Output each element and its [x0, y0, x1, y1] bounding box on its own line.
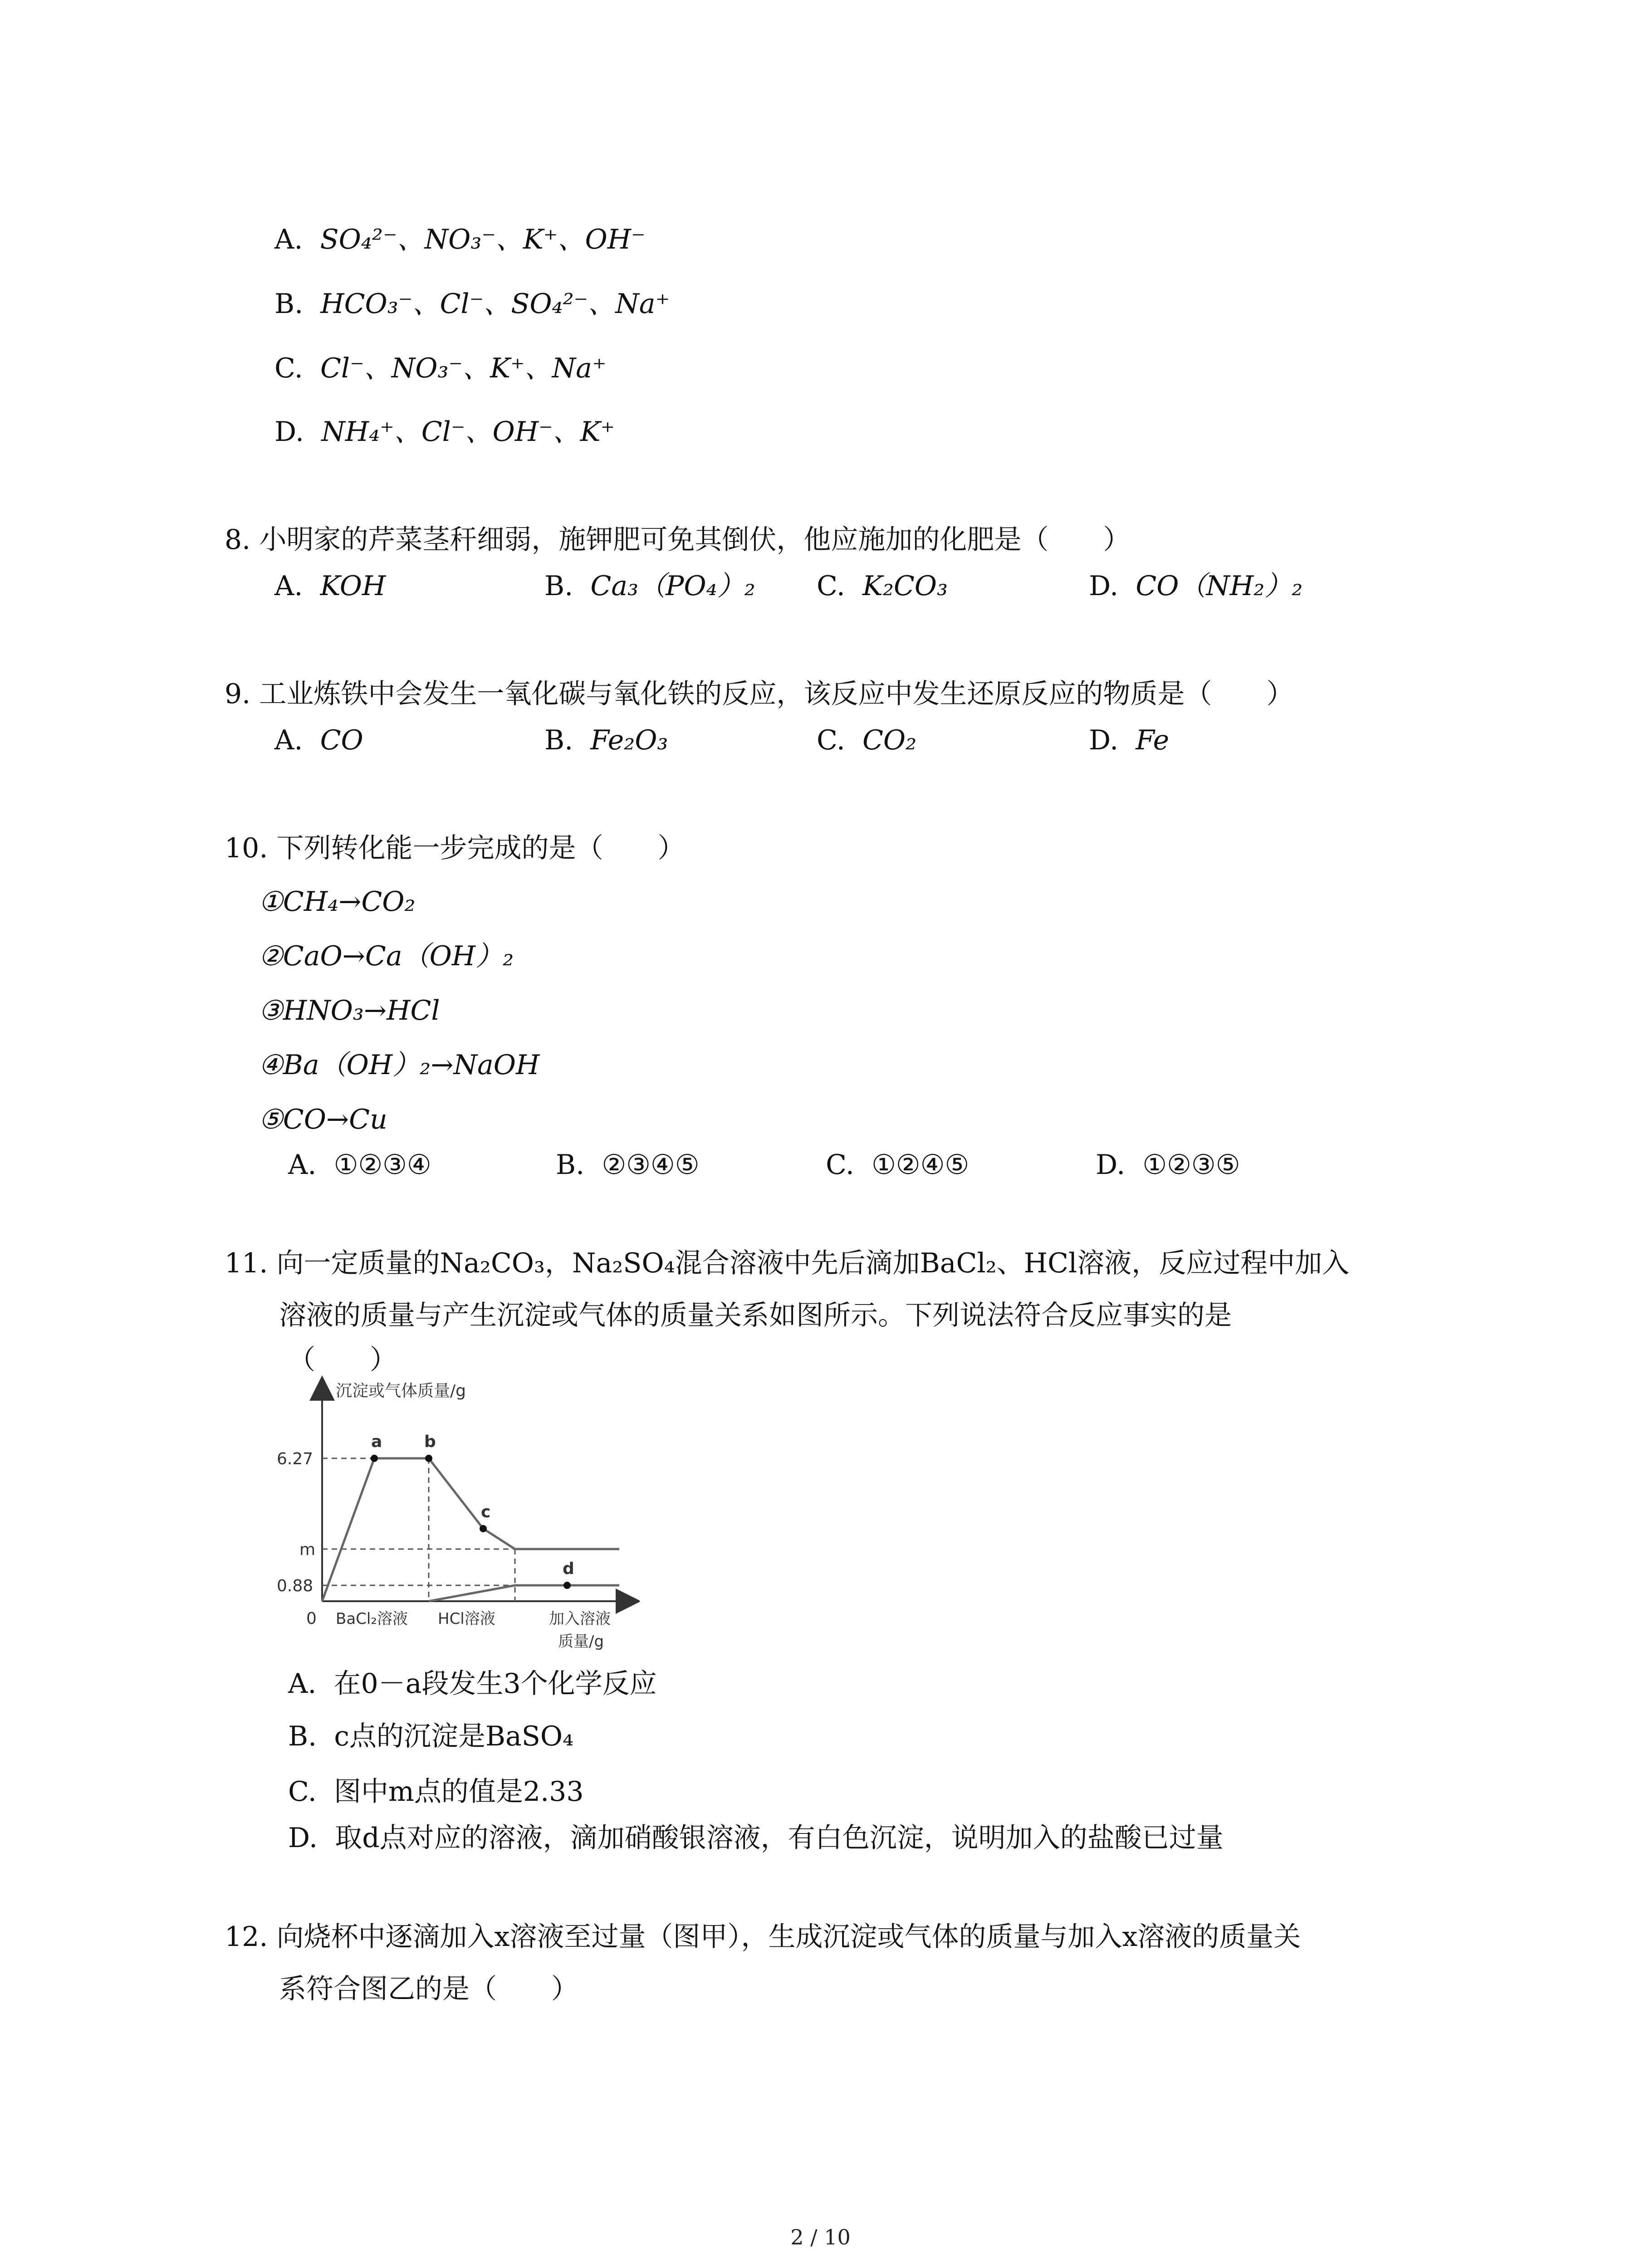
q10-item-5: ⑤CO→Cu [259, 1104, 387, 1135]
q7-option-c: C. Cl⁻、NO₃⁻、K⁺、Na⁺ [274, 352, 607, 384]
x-label-bacl2: BaCl₂溶液 [336, 1610, 408, 1628]
q11-stem-line3: （ ） [288, 1344, 397, 1376]
y-axis-label: 沉淀或气体质量/g [336, 1382, 466, 1400]
q8-option-b: B. Ca₃（PO₄）₂ [544, 570, 755, 602]
q8-stem: 8. 小明家的芹菜茎秆细弱，施钾肥可免其倒伏，他应施加的化肥是（ ） [225, 524, 1131, 556]
gas-curve [429, 1585, 619, 1601]
q8-option-c: C. K₂CO₃ [817, 570, 948, 602]
y-tick-m: m [299, 1540, 316, 1559]
q11-option-d: D. 取d点对应的溶液，滴加硝酸银溶液，有白色沉淀，说明加入的盐酸已过量 [288, 1822, 1224, 1854]
q11-option-b: B. c点的沉淀是BaSO₄ [288, 1721, 574, 1752]
q11-option-c: C. 图中m点的值是2.33 [288, 1776, 584, 1808]
q9-option-c: C. CO₂ [817, 724, 917, 756]
q9-stem: 9. 工业炼铁中会发生一氧化碳与氧化铁的反应，该反应中发生还原反应的物质是（ ） [225, 678, 1294, 710]
x-label-hcl: HCl溶液 [438, 1610, 495, 1628]
label-d: d [563, 1559, 574, 1578]
label-c: c [481, 1503, 491, 1521]
q10-option-b: B. ②③④⑤ [556, 1149, 700, 1181]
q8-option-d: D. CO（NH₂）₂ [1089, 570, 1303, 602]
q10-option-a: A. ①②③④ [288, 1149, 431, 1181]
precipitate-curve [322, 1458, 619, 1601]
q12-stem-line1: 12. 向烧杯中逐滴加入x溶液至过量（图甲），生成沉淀或气体的质量与加入x溶液的质量关 [225, 1921, 1301, 1953]
x-axis-label-line2: 质量/g [558, 1633, 604, 1651]
point-d [563, 1582, 571, 1589]
q9-option-b: B. Fe₂O₃ [544, 724, 668, 756]
label-b: b [424, 1432, 436, 1451]
point-a [371, 1455, 378, 1462]
q10-item-4: ④Ba（OH）₂→NaOH [259, 1049, 540, 1081]
q8-option-a: A. KOH [274, 570, 386, 602]
y-tick-6.27: 6.27 [277, 1450, 314, 1468]
q12-stem-line2: 系符合图乙的是（ ） [279, 1973, 578, 2005]
q10-item-3: ③HNO₃→HCl [259, 995, 440, 1026]
q11-option-a: A. 在0－a段发生3个化学反应 [288, 1668, 657, 1700]
q10-stem: 10. 下列转化能一步完成的是（ ） [225, 832, 685, 864]
origin-label: 0 [306, 1609, 317, 1628]
q10-item-1: ①CH₄→CO₂ [259, 886, 416, 918]
point-c [480, 1525, 487, 1532]
q11-stem-line2: 溶液的质量与产生沉淀或气体的质量关系如图所示。下列说法符合反应事实的是 [279, 1300, 1232, 1331]
q10-option-c: C. ①②④⑤ [826, 1149, 970, 1181]
page-number: 2 / 10 [790, 2225, 851, 2249]
q11-stem-line1: 11. 向一定质量的Na₂CO₃，Na₂SO₄混合溶液中先后滴加BaCl₂、HCl溶液，反应过程中加入 [225, 1247, 1350, 1279]
q7-option-b: B. HCO₃⁻、Cl⁻、SO₄²⁻、Na⁺ [274, 288, 670, 320]
label-a: a [371, 1432, 382, 1451]
q9-option-a: A. CO [274, 724, 363, 756]
y-tick-0.88: 0.88 [277, 1577, 314, 1595]
q9-option-d: D. Fe [1089, 724, 1170, 756]
point-b [425, 1455, 432, 1462]
q11-graph [268, 1374, 640, 1660]
q10-item-2: ②CaO→Ca（OH）₂ [259, 940, 514, 972]
q7-option-a: A. SO₄²⁻、NO₃⁻、K⁺、OH⁻ [274, 224, 646, 255]
q7-option-d: D. NH₄⁺、Cl⁻、OH⁻、K⁺ [274, 416, 615, 448]
x-axis-label-line1: 加入溶液 [549, 1610, 611, 1628]
q10-option-d: D. ①②③⑤ [1096, 1149, 1240, 1181]
